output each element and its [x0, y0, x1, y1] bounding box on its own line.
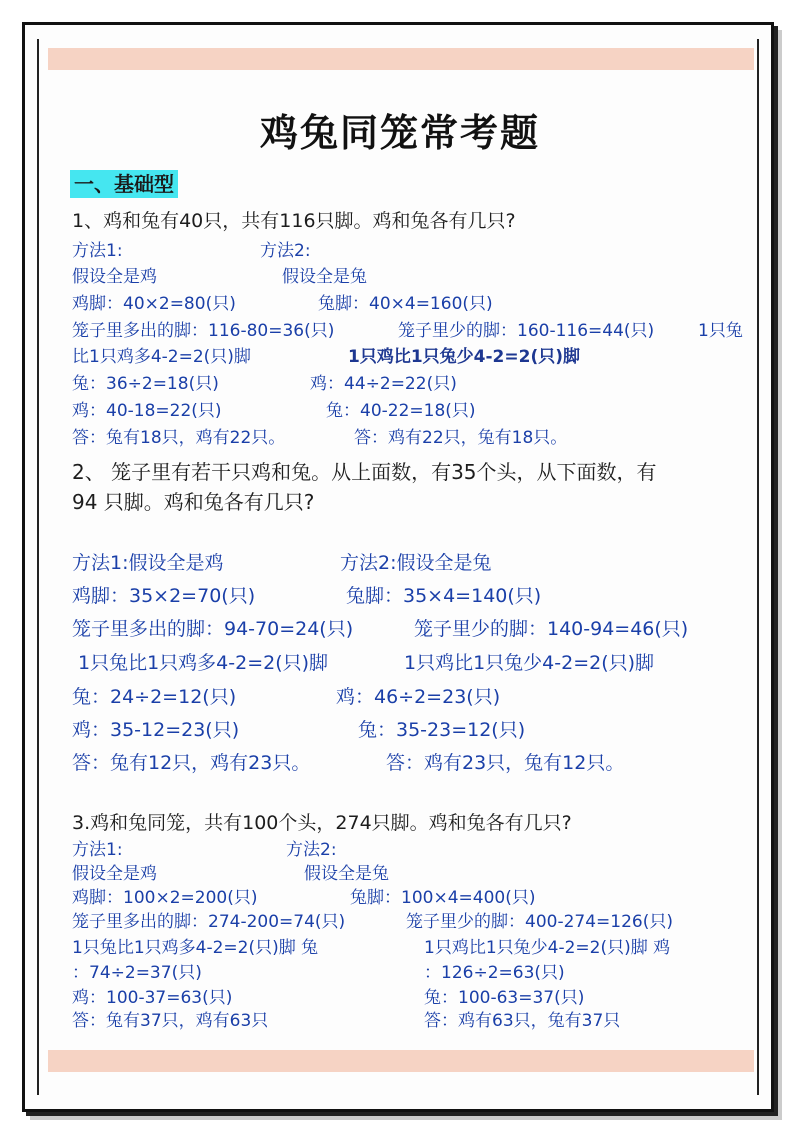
- q2-diff1: 1只兔比1只鸡多4-2=2(只)脚: [78, 652, 329, 674]
- q1-extra2: 笼子里少的脚：160-116=44(只): [398, 321, 655, 341]
- q2-method2: 方法2:假设全是兔: [340, 552, 492, 574]
- q1-method1: 方法1:: [72, 241, 123, 261]
- q1-rest2: 兔：40-22=18(只): [326, 401, 476, 421]
- q3-assume1: 假设全是鸡: [72, 864, 157, 884]
- q1-legs1: 鸡脚：40×2=80(只): [72, 294, 236, 314]
- q3-answer1: 答：兔有37只，鸡有63只: [72, 1011, 269, 1031]
- q2-extra2: 笼子里少的脚：140-94=46(只): [414, 618, 689, 640]
- q2-answer1: 答：兔有12只，鸡有23只。: [72, 752, 311, 774]
- q3-rest1: 鸡：100-37=63(只): [72, 988, 233, 1008]
- q3-calc1: ：74÷2=37(只): [72, 963, 202, 983]
- q2-extra1: 笼子里多出的脚：94-70=24(只): [72, 618, 354, 640]
- q1-diff1-a: 1只兔: [698, 321, 743, 341]
- q1-answer2: 答：鸡有22只，兔有18只。: [354, 428, 568, 448]
- q1-extra1: 笼子里多出的脚：116-80=36(只): [72, 321, 335, 341]
- q1-method2: 方法2:: [260, 241, 311, 261]
- top-band: [48, 48, 754, 70]
- q3-question: 3.鸡和兔同笼，共有100个头，274只脚。鸡和兔各有几只?: [72, 812, 572, 834]
- q2-calc2: 鸡：46÷2=23(只): [336, 686, 501, 708]
- q2-legs2: 兔脚：35×4=140(只): [346, 585, 542, 607]
- q1-question: 1、鸡和兔有40只，共有116只脚。鸡和兔各有几只?: [72, 210, 516, 232]
- q3-calc2: ：126÷2=63(只): [424, 963, 565, 983]
- q1-calc2: 鸡：44÷2=22(只): [310, 374, 457, 394]
- q3-extra1: 笼子里多出的脚：274-200=74(只): [72, 912, 346, 932]
- q3-rest2: 兔：100-63=37(只): [424, 988, 585, 1008]
- q2-legs1: 鸡脚：35×2=70(只): [72, 585, 256, 607]
- q3-diff2: 1只鸡比1只兔少4-2=2(只)脚 鸡: [424, 938, 671, 958]
- q2-rest2: 兔：35-23=12(只): [358, 719, 526, 741]
- q1-answer1: 答：兔有18只，鸡有22只。: [72, 428, 286, 448]
- q2-method1: 方法1:假设全是鸡: [72, 552, 224, 574]
- q1-diff2: 1只鸡比1只兔少4-2=2(只)脚: [348, 347, 580, 367]
- q2-rest1: 鸡：35-12=23(只): [72, 719, 240, 741]
- q2-calc1: 兔：24÷2=12(只): [72, 686, 237, 708]
- q2-answer2: 答：鸡有23只，兔有12只。: [386, 752, 625, 774]
- q3-method1: 方法1:: [72, 840, 123, 860]
- q3-answer2: 答：鸡有63只，兔有37只: [424, 1011, 621, 1031]
- q1-rest1: 鸡：40-18=22(只): [72, 401, 222, 421]
- q3-extra2: 笼子里少的脚：400-274=126(只): [406, 912, 673, 932]
- q1-legs2: 兔脚：40×4=160(只): [318, 294, 493, 314]
- q2-question-line1: 2、 笼子里有若干只鸡和兔。从上面数，有35个头，从下面数，有: [72, 460, 657, 484]
- q2-question-line2: 94 只脚。鸡和兔各有几只?: [72, 490, 315, 514]
- q2-diff2: 1只鸡比1只兔少4-2=2(只)脚: [404, 652, 655, 674]
- q3-legs1: 鸡脚：100×2=200(只): [72, 888, 258, 908]
- q3-diff1: 1只兔比1只鸡多4-2=2(只)脚 兔: [72, 938, 319, 958]
- q1-diff1-b: 比1只鸡多4-2=2(只)脚: [72, 347, 251, 367]
- q1-calc1: 兔：36÷2=18(只): [72, 374, 219, 394]
- page-title: 鸡兔同笼常考题: [259, 111, 540, 155]
- q1-assume2: 假设全是兔: [282, 267, 367, 287]
- bottom-band: [48, 1050, 754, 1072]
- section-heading: 一、基础型: [70, 170, 178, 198]
- q3-legs2: 兔脚：100×4=400(只): [350, 888, 536, 908]
- q3-assume2: 假设全是兔: [304, 864, 389, 884]
- q1-assume1: 假设全是鸡: [72, 267, 157, 287]
- q3-method2: 方法2:: [286, 840, 337, 860]
